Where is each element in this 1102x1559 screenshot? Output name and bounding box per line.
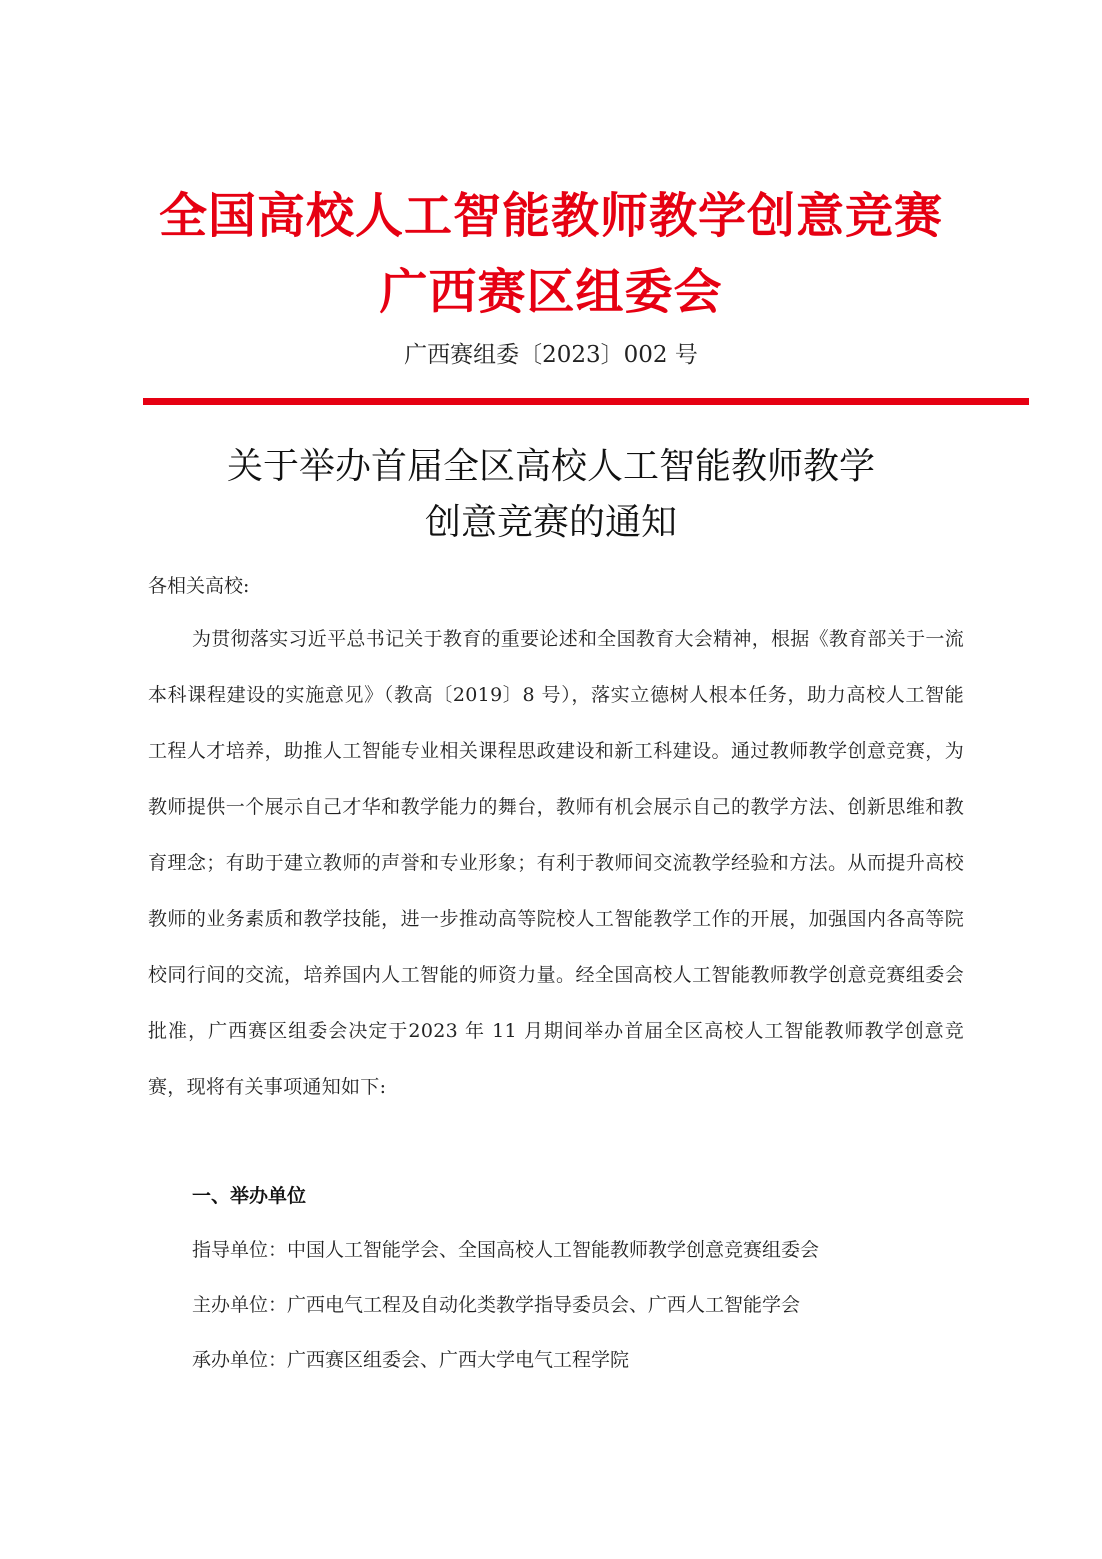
document-number: 广西赛组委〔2023〕002 号 [404, 342, 698, 368]
organizer-title-line1: 全国高校人工智能教师教学创意竞赛 [158, 188, 943, 244]
organizer-title-line2: 广西赛区组委会 [379, 264, 723, 320]
section-heading-organizers: 一、举办单位 [192, 1185, 307, 1207]
host-unit-line: 主办单位：广西电气工程及自动化类教学指导委员会、广西人工智能学会 [192, 1294, 801, 1316]
body-paragraph: 为贯彻落实习近平总书记关于教育的重要论述和全国教育大会精神，根据《教育部关于一流本科课程建设的实施意见》（教高〔2019〕8 号），落实立德树人根本任务，助力高校人工智能工程人才培养，助推人工智能专业相关课程思政建设和新工科建设。通过教师教学创意竞赛，为教师提供一个展示自己才华和教学能力的舞台，教师有机会展示自己的教学方法、创新思维和教育理念；有助于建立教师的声誉和专业形象；有利于教师间交流教学经验和方法。从而提升高校教师的业务素质和教学技能，进一步推动高等院校人工智能教学工作的开展，加强国内各高等院校同行间的交流，培养国内人工智能的师资力量。经全国高校人工智能教师教学创意竞赛组委会批准，广西赛区组委会决定于2023 年 11 月期间举办首届全区高校人工智能教师教学创意竞赛，现将有关事项通知如下: [148, 628, 965, 1098]
red-divider-line [143, 398, 1029, 405]
guiding-unit-line: 指导单位：中国人工智能学会、全国高校人工智能教师教学创意竞赛组委会 [192, 1239, 820, 1261]
organizing-unit-line: 承办单位：广西赛区组委会、广西大学电气工程学院 [192, 1349, 630, 1371]
salutation: 各相关高校: [148, 575, 250, 597]
notice-title-line2: 创意竞赛的通知 [424, 502, 677, 543]
notice-title-line1: 关于举办首届全区高校人工智能教师教学 [226, 446, 875, 487]
